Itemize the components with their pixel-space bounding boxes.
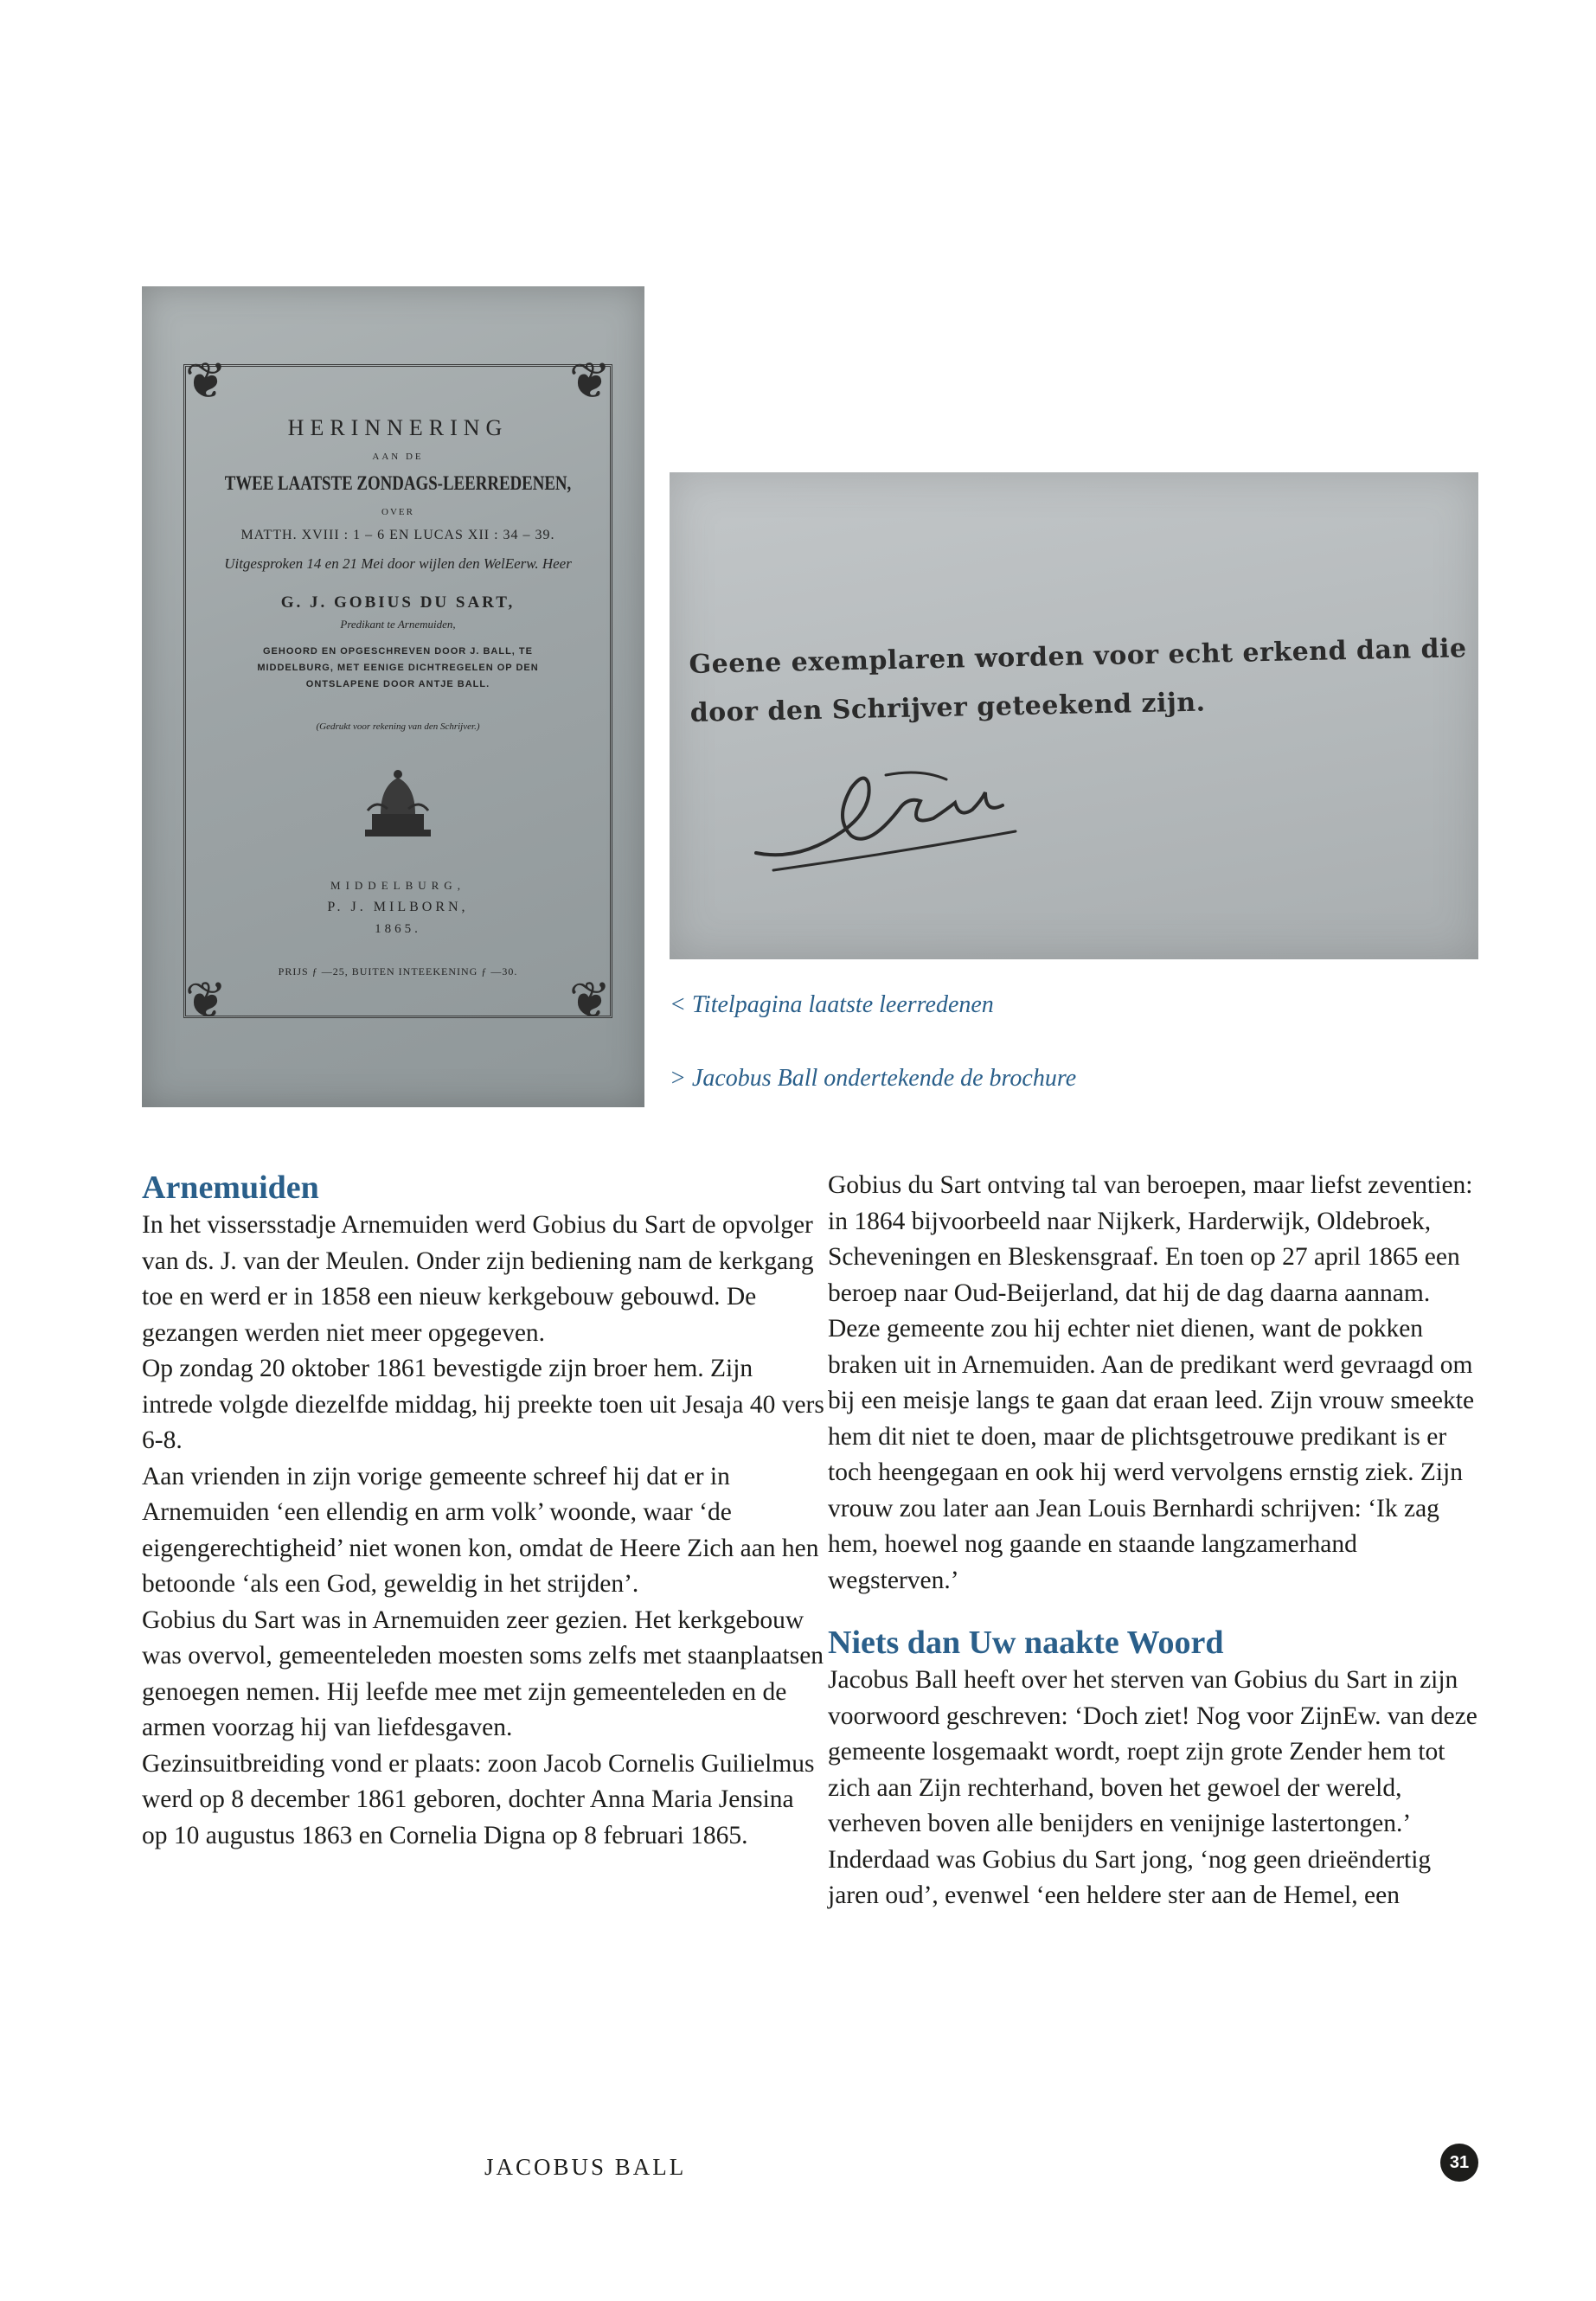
- paragraph: Aan vrienden in zijn vorige gemeente schreef hij dat er in Arnemuiden ‘een ellendig en arm volk’ woonde, waar ‘de eigengerechtigheid’ niet wonen kon, omdat de Heere Zich aan hen betoonde ‘als een God, geweldig in het strijden’.: [142, 1462, 819, 1598]
- title-page-aan: AAN DE: [372, 452, 424, 462]
- title-page-handwritten-note: Uitgesproken 14 en 21 Mei door wijlen den WelEerw. Heer: [224, 555, 572, 572]
- title-page-heading: HERINNERING: [287, 415, 509, 440]
- title-page-year: 1865.: [375, 922, 421, 936]
- left-column: [142, 1168, 825, 1854]
- title-page-print-note: (Gedrukt voor rekening van den Schrijver.): [316, 721, 480, 732]
- title-page-city: MIDDELBURG,: [330, 879, 465, 892]
- signature-text-line-2: door den Schrijver geteekend zijn.: [689, 687, 1206, 728]
- paragraph: Jacobus Ball heeft over het sterven van Gobius du Sart in zijn voorwoord geschreven: ‘Doch ziet! Nog voor ZijnEw. van deze gemeente losgemaakt wordt, roept zijn grote Zender hem tot zich aan Zijn rechterhand, boven het gewoel der wereld, verheven boven alle benijders en venijnige lastertongen.’ Inderdaad was Gobius du Sart jong, ‘nog geen drieëndertig jaren oud’, evenwel ‘een heldere ster aan de Hemel, een: [828, 1666, 1477, 1909]
- corner-ornament-icon: ❦: [184, 353, 228, 409]
- paragraph: In het vissersstadje Arnemuiden werd Gobius du Sart de opvolger van ds. J. van der Meulen. Onder zijn bediening nam de kerkgang toe en werd er in 1858 een nieuw kerkgebouw gebouwd. De gezangen werden niet meer opgegeven.: [142, 1211, 814, 1347]
- paragraph: Gobius du Sart was in Arnemuiden zeer gezien. Het kerkgebouw was overvol, gemeenteleden moesten soms zelfs met staanplaatsen genoegen nemen. Hij leefde mee met zijn gemeenteleden en de armen voorzag hij van liefdesgaven.: [142, 1606, 824, 1741]
- paragraph: Gezinsuitbreiding vond er plaats: zoon Jacob Cornelis Guilielmus werd op 8 december 1861 geboren, dochter Anna Maria Jensina op 10 augustus 1863 en Cornelia Digna op 8 februari 1865.: [142, 1749, 815, 1849]
- corner-ornament-icon: ❦: [568, 353, 612, 409]
- title-page-heard-by: GEHOORD EN OPGESCHREVEN DOOR J. BALL, TE MIDDELBURG, MET EENIGE DICHTREGELEN OP DEN ONTSLAPENE DOOR ANTJE BALL.: [257, 646, 539, 689]
- signature-photo: [670, 472, 1478, 959]
- signature-printed-text: [689, 625, 1469, 738]
- section-heading-niets-dan-uw-naakte-woord: Niets dan Uw naakte Woord: [828, 1625, 1224, 1661]
- caption-title-page: < Titelpagina laatste leerredenen: [670, 991, 994, 1018]
- running-footer-title: JACOBUS BALL: [484, 2154, 687, 2180]
- signature-text-line-1: Geene exemplaren worden voor echt erkend dan die: [689, 633, 1467, 680]
- title-page-bible-texts: MATTH. XVIII : 1 – 6 EN LUCAS XII : 34 – 39.: [240, 528, 555, 542]
- title-page-author-role: Predikant te Arnemuiden,: [340, 618, 456, 631]
- title-page-main-title: TWEE LAATSTE ZONDAGS-LEERREDENEN,: [224, 472, 572, 494]
- section-heading-arnemuiden: Arnemuiden: [142, 1170, 319, 1206]
- paragraph: Gobius du Sart ontving tal van beroepen, maar liefst zeventien: in 1864 bijvoorbeeld naar Nijkerk, Harderwijk, Oldebroek, Scheveningen en Bleskensgraaf. En toen op 27 april 1865 een beroep naar Oud-Beijerland, dat hij de dag daarna aannam. Deze gemeente zou hij echter niet dienen, want de pokken braken uit in Arnemuiden. Aan de predikant werd gevraagd om bij een meisje langs te gaan dat eraan leed. Zijn vrouw smeekte hem dit niet te doen, maar de plichtsgetrouwe predikant is er toch heengegaan en ook hij werd vervolgens ernstig ziek. Zijn vrouw zou later aan Jean Louis Bernhardi schrijven: ‘Ik zag hem, hoewel nog gaande en staande langzamerhand wegsterven.’: [828, 1171, 1475, 1594]
- vignette-icon: [355, 760, 441, 847]
- page-number-badge: 31: [1440, 2144, 1478, 2182]
- corner-ornament-icon: ❦: [568, 972, 612, 1029]
- caption-signature: > Jacobus Ball ondertekende de brochure: [670, 1065, 1077, 1092]
- title-page-author: G. J. GOBIUS DU SART,: [280, 593, 516, 612]
- corner-ornament-icon: ❦: [184, 972, 228, 1029]
- paragraph: Op zondag 20 oktober 1861 bevestigde zijn broer hem. Zijn intrede volgde diezelfde middag, hij preekte toen uit Jesaja 40 vers 6-8.: [142, 1355, 824, 1454]
- title-page-photo: [142, 286, 644, 1107]
- right-column: [828, 1168, 1485, 1914]
- title-page-printer: P. J. MILBORN,: [327, 900, 469, 914]
- handwritten-signature-icon: [721, 749, 1085, 879]
- title-page-price: PRIJS ƒ —25, BUITEN INTEEKENING ƒ —30.: [278, 965, 518, 977]
- title-page-over: OVER: [381, 507, 414, 517]
- title-page-border: [183, 353, 612, 1029]
